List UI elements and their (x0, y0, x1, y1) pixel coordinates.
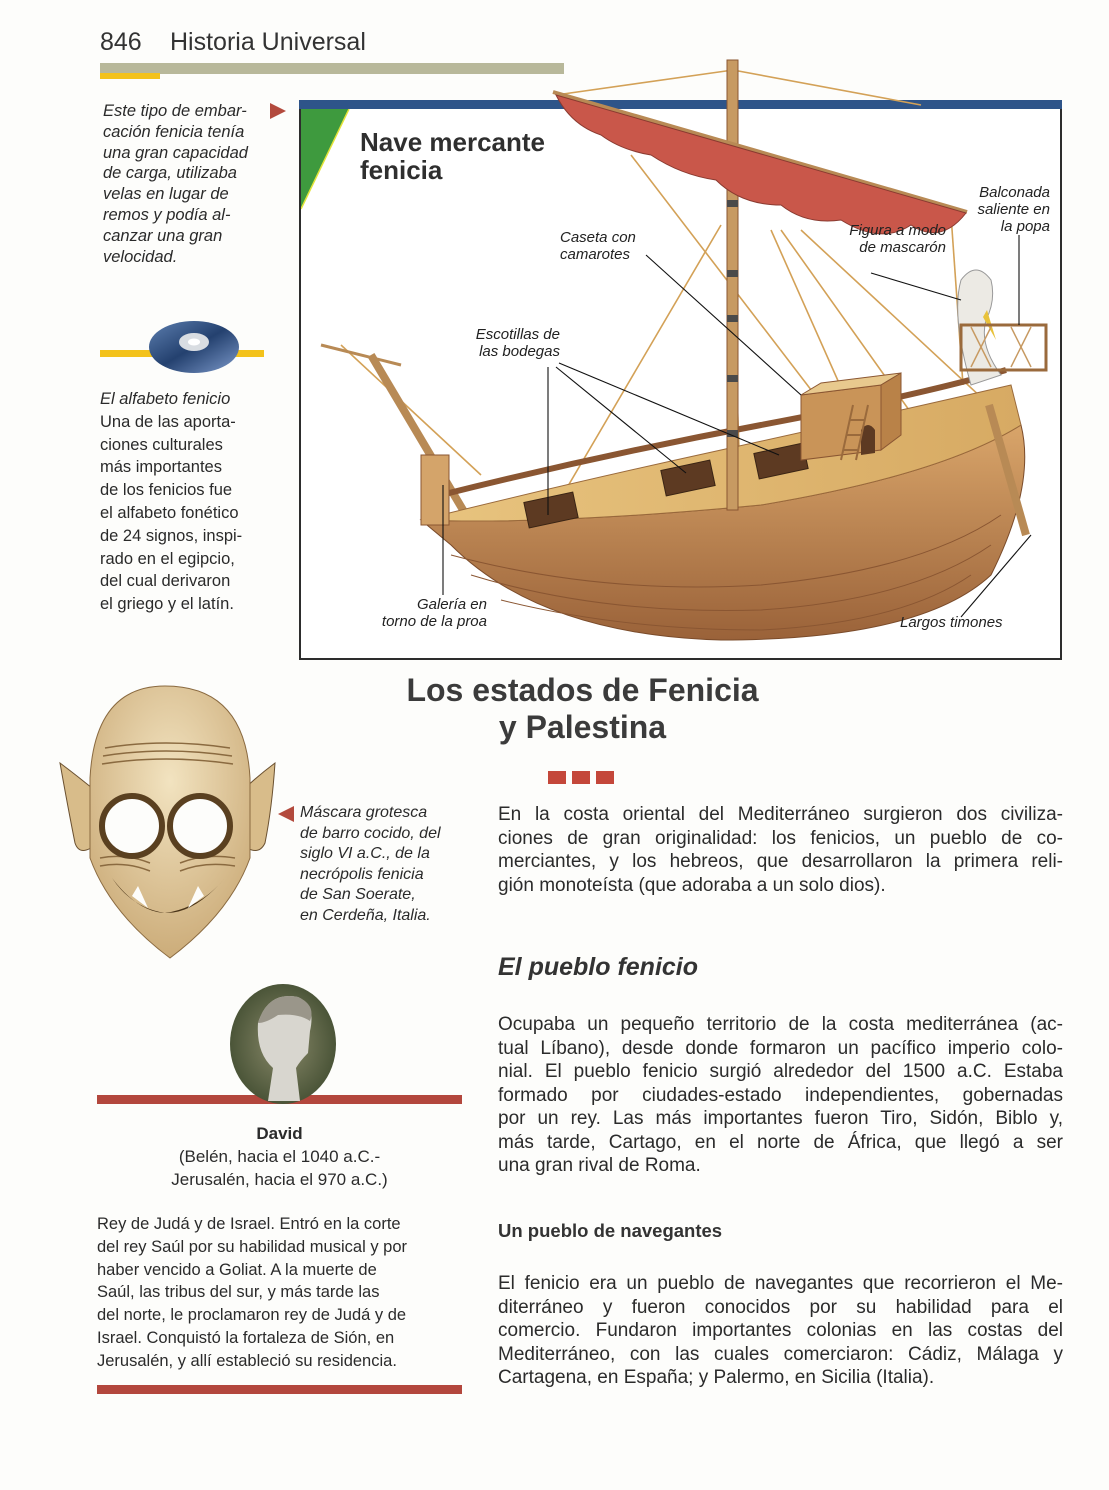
caption-line: siglo VI a.C., de la (300, 845, 430, 863)
ship-caption (103, 101, 273, 267)
caption-line: una gran capacidad (103, 143, 248, 162)
bio-line: Rey de Judá y de Israel. Entró en la corte (97, 1215, 401, 1233)
text-line: ciones de gran originalidad: los fenicios, un pueblo de co- (498, 827, 1063, 849)
alphabet-line: el alfabeto fonético (100, 503, 239, 522)
running-title: Historia Universal (170, 28, 366, 56)
section-heading: El pueblo fenicio (498, 953, 699, 981)
text-line: merciantes, y los hebreos, que desarrollaron la primera reli- (498, 851, 1063, 872)
label-galeria (350, 596, 487, 630)
label-line: torno de la proa (381, 613, 487, 630)
bio-line: del rey Saúl por su habilidad musical y por (97, 1237, 407, 1256)
ornament-square (548, 771, 566, 784)
alphabet-line: el griego y el latín. (100, 595, 234, 614)
text-line: Ocupaba un pequeño territorio de la costa mediterránea (ac- (498, 1014, 1063, 1035)
label-line: saliente en (977, 201, 1050, 218)
label-line: Caseta con (560, 229, 636, 246)
title-line: Nave mercante (360, 127, 545, 157)
caption-line: necrópolis fenicia (300, 865, 424, 883)
label-line: la popa (1000, 218, 1050, 235)
text-line: gión monoteísta (que adoraba a un solo dios). (498, 874, 886, 896)
alphabet-line: Una de las aporta- (100, 412, 236, 431)
text-line: más tarde, Cartago, en el norte de África, que llegó a ser (498, 1131, 1063, 1153)
text-line: comercio. Fundaron importantes colonias en las costas del (498, 1320, 1063, 1341)
label-line: Balconada (979, 184, 1050, 201)
ornament-square (572, 771, 590, 784)
david-bottom-rule (97, 1385, 462, 1394)
caption-line: remos y podía al- (103, 205, 231, 224)
alphabet-line: de 24 signos, inspi- (100, 526, 243, 545)
label-line: Escotillas de (475, 326, 560, 343)
caption-line: canzar una gran (103, 226, 223, 245)
label-line: camarotes (560, 246, 631, 263)
title-line: y Palestina (498, 709, 667, 745)
cd-disc-icon (148, 318, 240, 376)
text-line: nial. El pueblo fenicio surgió alrededor del 1500 a.C. Estaba (498, 1061, 1063, 1082)
bio-line: del norte, le proclamaron rey de Judá y de (97, 1306, 407, 1325)
alphabet-line: ciones culturales (100, 435, 223, 454)
label-line: Galería en (416, 596, 487, 613)
intro-paragraph (498, 803, 1063, 897)
mask-caption (300, 803, 470, 927)
header-accent-rule (100, 73, 160, 79)
ornament-square (596, 771, 614, 784)
david-bio (97, 1213, 467, 1373)
label-line: de mascarón (859, 239, 946, 256)
david-dates: Jerusalén, hacia el 970 a.C.) (171, 1170, 388, 1189)
ship-illustration (301, 55, 1061, 655)
text-line: tual Líbano), desde donde formaron un pacífico imperio colo- (498, 1037, 1063, 1059)
caption-line: en Cerdeña, Italia. (300, 906, 431, 924)
subsection-heading: Un pueblo de navegantes (498, 1220, 723, 1241)
caption-line: de carga, utilizaba (103, 164, 237, 183)
caption-line: Máscara grotesca (300, 804, 428, 821)
bio-line: Israel. Conquistó la fortaleza de Sión, en (97, 1328, 395, 1347)
chapter-title (310, 672, 855, 746)
section-paragraph (498, 1013, 1063, 1178)
text-line: diterráneo y fueron conocidos por su habilidad para el (498, 1296, 1063, 1318)
alphabet-line: de los fenicios fue (100, 481, 233, 500)
david-portrait (228, 983, 338, 1105)
label-line: las bodegas (479, 343, 560, 360)
text-line: Mediterráneo, con las cuales comerciaron: Cádiz, Málaga y (498, 1343, 1063, 1365)
text-line: Cartagena, en España; y Palermo, en Sicilia (Italia). (498, 1367, 935, 1388)
alphabet-line: más importantes (100, 458, 222, 477)
label-timones (900, 614, 1020, 631)
bio-line: Saúl, las tribus del sur, y más tarde las (97, 1283, 380, 1302)
alphabet-line: rado en el egipcio, (100, 549, 235, 568)
label-figura (836, 222, 946, 256)
text-line: por un rey. Las más importantes fueron Tiro, Sidón, Biblo y, (498, 1108, 1063, 1129)
title-line: Los estados de Fenicia (406, 672, 759, 708)
text-line: formado por ciudades-estado independientes, gobernadas (498, 1084, 1063, 1106)
caption-line: Este tipo de embar- (103, 102, 247, 120)
label-caseta (560, 229, 636, 263)
label-balconada (950, 184, 1050, 235)
label-escotillas (448, 326, 560, 360)
label-line: Largos timones (900, 614, 1003, 631)
text-line: En la costa oriental del Mediterráneo surgieron dos civiliza- (498, 804, 1063, 825)
alphabet-note (100, 388, 275, 616)
pointer-left-icon (278, 806, 294, 822)
david-dates: (Belén, hacia el 1040 a.C.- (178, 1147, 381, 1166)
bio-line: Jerusalén, y allí estableció su residencia. (97, 1351, 397, 1370)
alphabet-title: El alfabeto fenicio (100, 390, 231, 408)
label-line: Figura a modo (849, 222, 946, 239)
text-line: una gran rival de Roma. (498, 1155, 701, 1176)
bio-line: haber vencido a Goliat. A la muerte de (97, 1260, 377, 1279)
caption-line: velocidad. (103, 247, 178, 266)
david-name: David (256, 1124, 303, 1143)
subsection-paragraph (498, 1272, 1063, 1390)
caption-line: velas en lugar de (103, 185, 229, 204)
text-line: El fenicio era un pueblo de navegantes que recorrieron el Me- (498, 1273, 1063, 1294)
page-number: 846 (100, 28, 142, 56)
mask-image (40, 668, 290, 968)
caption-line: de San Soerate, (300, 886, 416, 904)
caption-line: de barro cocido, del (300, 824, 441, 842)
alphabet-line: del cual derivaron (100, 572, 231, 591)
title-line: fenicia (360, 155, 443, 185)
david-header (97, 1122, 462, 1191)
caption-line: cación fenicia tenía (103, 122, 245, 141)
pointer-right-icon (270, 103, 286, 119)
